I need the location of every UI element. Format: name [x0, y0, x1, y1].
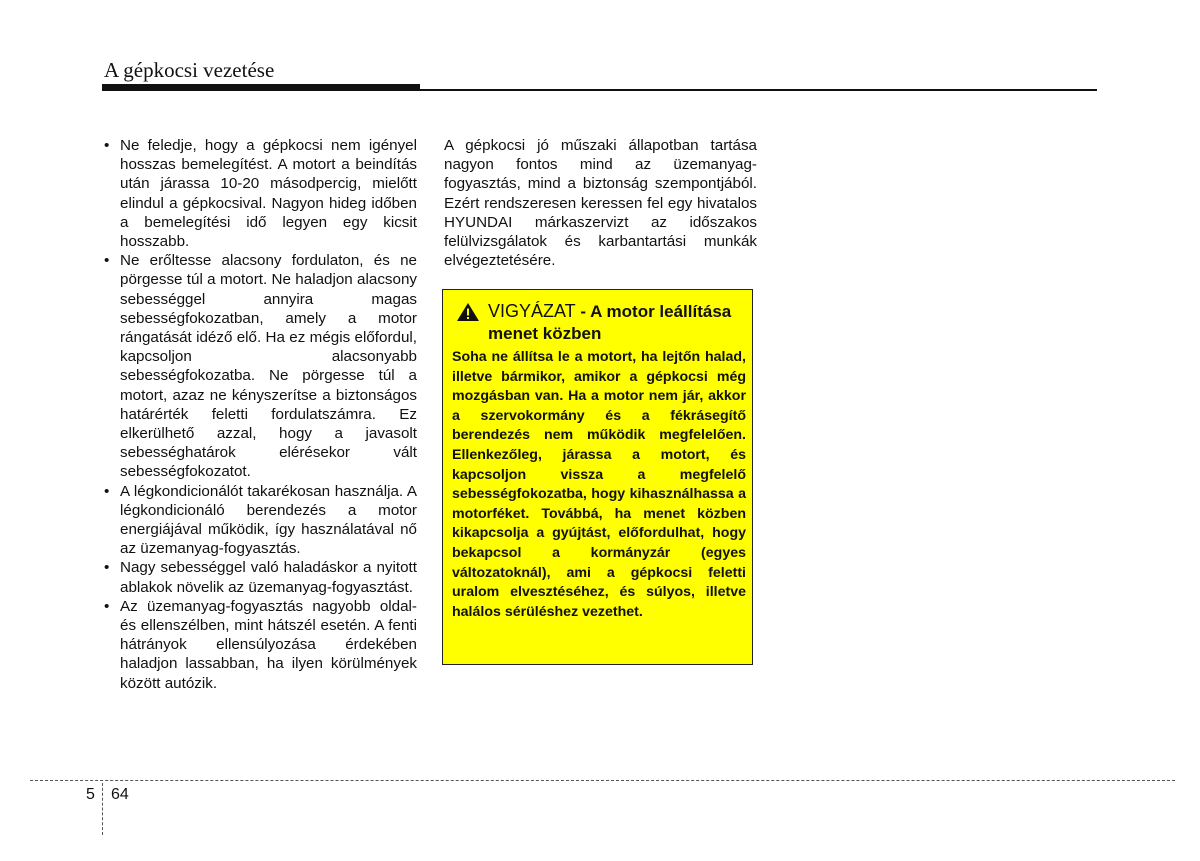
warning-triangle-icon: [456, 302, 480, 322]
bullet-item: • Ne erőltesse alacsony fordulaton, és ne pörgesse túl a motort. Ne haladjon alacsony sebességgel annyira magas sebességfokozatban, amely a motor rángatását idéző elő. Ha ez mégis előfordul, kapcsoljon alacsonyabb sebességfokozatba. Ne pörgesse túl a motort, azaz ne kényszerítse a biztonságos határérték feletti fordulatszámra. Ez elkerülhető azzal, hogy a javasolt sebességhatárok elérésekor vált sebességfokozatot.: [104, 251, 417, 481]
chapter-number: 5: [86, 786, 95, 803]
page-header-title: A gépkocsi vezetése: [104, 58, 275, 82]
bullet-item: • Nagy sebességgel való haladáskor a nyitott ablakok növelik az üzemanyag-fogyasztást.: [104, 558, 417, 596]
warning-body: Soha ne állítsa le a motort, ha lejtőn halad, illetve bármikor, amikor a gépkocsi még mozgásban van. Ha a motor nem jár, akkor a szervokormány és a fékrásegítő berendezés nem működik megfelelően. Ellenkezőleg, járassa a motort, és kapcsoljon vissza a megfelelő sebességfokozatba, hogy kihasználhassa a motorféket. Továbbá, ha menet közben kikapcsolja a gyújtást, előfordulhat, hogy bekapcsol a kormányzár (egyes változatoknál), ami a gépkocsi feletti uralom elvesztéséhez, és súlyos, illetve halálos sérüléshez vezethet.: [452, 349, 746, 620]
right-column-paragraph: A gépkocsi jó műszaki állapotban tartása nagyon fontos mind az üzemanyag-fogyasztás, mind a biztonság szempontjából. Ezért rendszeresen keressen fel egy hivatalos HYUNDAI márkaszervizt az időszakos felülvizsgálatok és karbantartási munkák elvégeztetésére.: [444, 137, 757, 270]
warning-subtitle: - A motor leállítása menet közben: [488, 302, 732, 343]
header-rule-thin: [420, 89, 1097, 91]
warning-heading: [452, 300, 746, 345]
page-number: 64: [111, 786, 129, 803]
footer-dashed-line: [30, 780, 1175, 781]
header-rule-thick: [102, 84, 420, 91]
footer-dashed-divider: [102, 783, 103, 835]
left-column: [104, 136, 417, 693]
bullet-item: • Ne feledje, hogy a gépkocsi nem igényel hosszas bemelegítést. A motort a beindítás után járassa 10-20 másodpercig, mielőtt elindul a gépkocsival. Nagyon hideg időben a bemelegítési idő legyen egy kicsit hosszabb.: [104, 136, 417, 251]
bullet-item: • Az üzemanyag-fogyasztás nagyobb oldal- és ellenszélben, mint hátszél esetén. A fenti hátrányok ellensúlyozása érdekében haladjon lassabban, ha ilyen körülmények között autózik.: [104, 597, 417, 693]
warning-label: VIGYÁZAT: [488, 301, 576, 321]
bullet-item: • A légkondicionálót takarékosan használja. A légkondicionáló berendezés a motor energiájával működik, így használatával nő az üzemanyag-fogyasztás.: [104, 482, 417, 559]
warning-box: [442, 289, 753, 665]
